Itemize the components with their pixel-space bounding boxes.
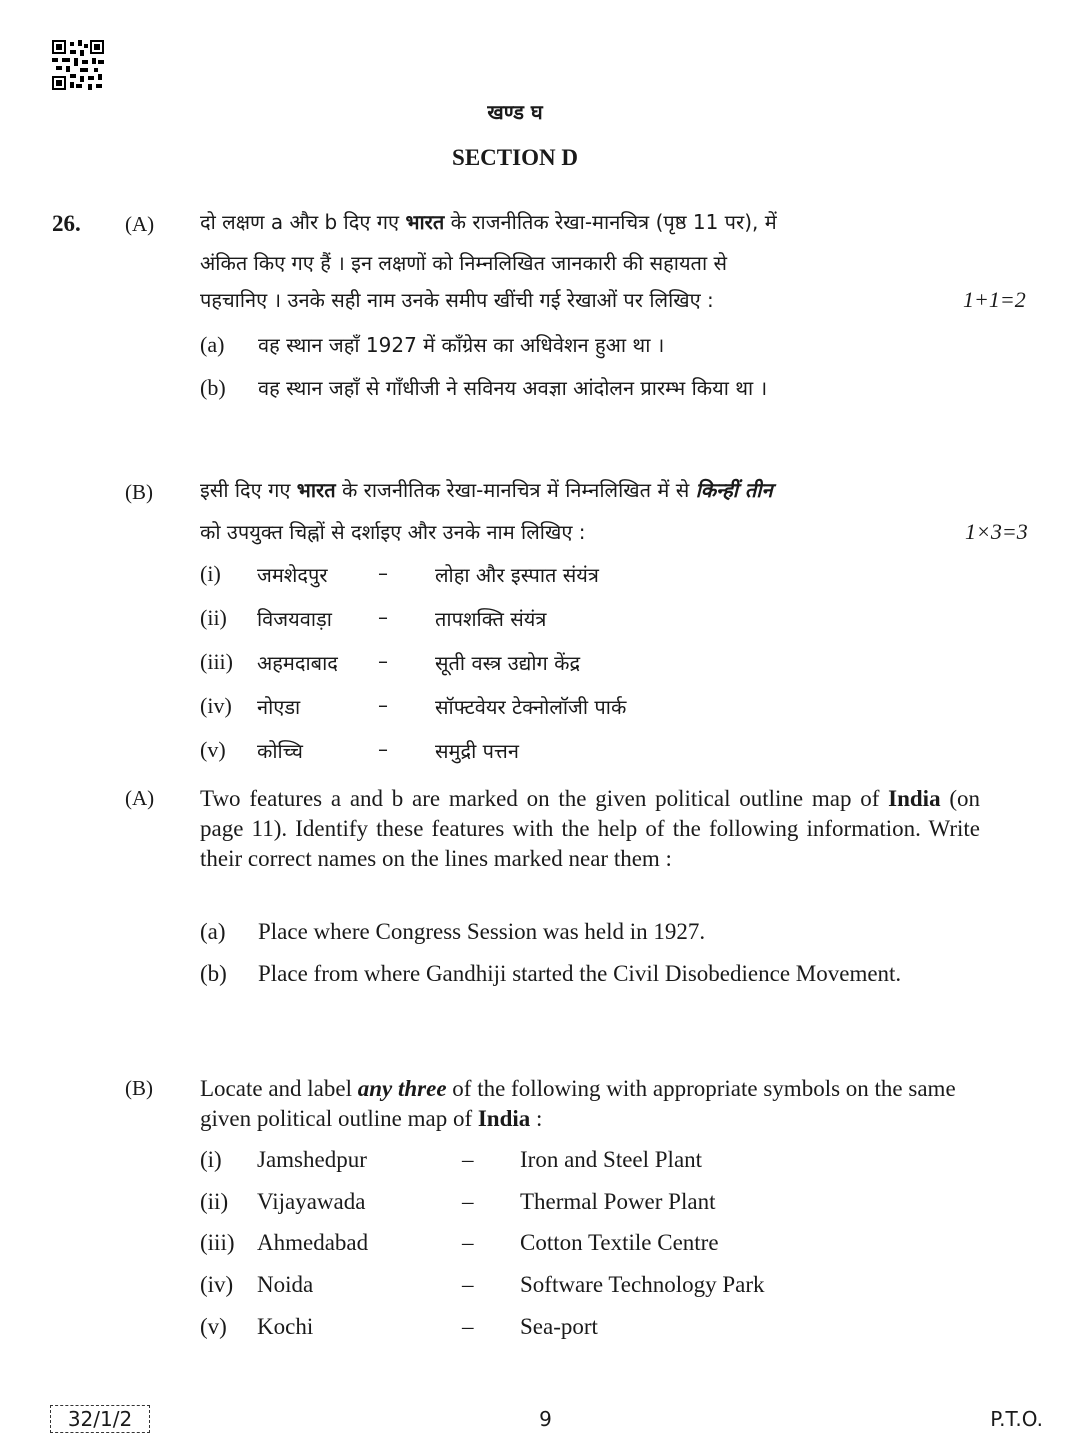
hindi-b-row: (ii) विजयवाड़ा – तापशक्ति संयंत्र: [200, 605, 547, 631]
hindi-a-item-label: (b): [200, 375, 226, 400]
english-b-row: (i) Jamshedpur – Iron and Steel Plant: [200, 1147, 703, 1172]
question-number: 26.: [52, 211, 81, 236]
hindi-a-line3: पहचानिए । उनके सही नाम उनके समीप खींची गई रेखाओं पर लिखिए :: [200, 288, 714, 312]
hindi-b-row: (iii) अहमदाबाद – सूती वस्त्र उद्योग केंद्र: [200, 649, 581, 675]
part-a-label-hindi: (A): [125, 212, 155, 236]
hindi-a-item-text: वह स्थान जहाँ 1927 में काँग्रेस का अधिवेशन हुआ था ।: [258, 333, 665, 357]
marks-a: 1+1=2: [963, 287, 1026, 312]
hindi-b-line2: को उपयुक्त चिह्नों से दर्शाइए और उनके नाम लिखिए :: [200, 520, 586, 544]
hindi-a-line1: दो लक्षण a और b दिए गए भारत के राजनीतिक रेखा-मानचित्र (पृष्ठ 11 पर), में: [200, 210, 777, 234]
english-a-item: (b) Place from where Gandhiji started the Civil Disobedience Movement.: [200, 961, 902, 986]
english-b-paragraph: Locate and label any three of the following with appropriate symbols on the same given political outline map of India :: [200, 1076, 956, 1131]
hindi-a-item-label: (a): [200, 332, 225, 357]
english-b-row: (iii) Ahmedabad – Cotton Textile Centre: [200, 1230, 719, 1255]
section-heading-hindi: खण्ड घ: [487, 100, 543, 124]
english-a-item: (a) Place where Congress Session was held in 1927.: [200, 919, 706, 944]
english-b-row: (iv) Noida – Software Technology Park: [200, 1272, 765, 1297]
english-a-paragraph: Two features a and b are marked on the given political outline map of India (on page 11). Identify these features with the help of the following information. Write their correct names on the lines marked near them :: [200, 786, 980, 871]
english-b-row: (ii) Vijayawada – Thermal Power Plant: [200, 1189, 716, 1214]
hindi-a-item-text: वह स्थान जहाँ से गाँधीजी ने सविनय अवज्ञा आंदोलन प्रारम्भ किया था ।: [258, 376, 768, 400]
hindi-b-line1: इसी दिए गए भारत के राजनीतिक रेखा-मानचित्र में निम्नलिखित में से किन्हीं तीन: [200, 478, 773, 502]
pto-label: P.T.O.: [990, 1407, 1043, 1431]
part-b-label-english: (B): [125, 1076, 153, 1100]
paper-code: 32/1/2: [50, 1405, 150, 1433]
part-b-label-hindi: (B): [125, 480, 153, 504]
qr-code: [52, 40, 104, 90]
page-number: 9: [539, 1407, 552, 1431]
hindi-b-row: (iv) नोएडा – सॉफ्टवेयर टेक्नोलॉजी पार्क: [200, 693, 627, 719]
section-heading-english: SECTION D: [452, 145, 578, 170]
hindi-b-row: (v) कोच्चि – समुद्री पत्तन: [200, 737, 519, 763]
english-b-row: (v) Kochi – Sea-port: [200, 1314, 598, 1339]
hindi-a-line2: अंकित किए गए हैं । इन लक्षणों को निम्नलिखित जानकारी की सहायता से: [200, 251, 728, 275]
hindi-b-row: (i) जमशेदपुर – लोहा और इस्पात संयंत्र: [200, 561, 599, 587]
part-a-label-english: (A): [125, 786, 155, 810]
marks-b: 1×3=3: [965, 519, 1028, 544]
